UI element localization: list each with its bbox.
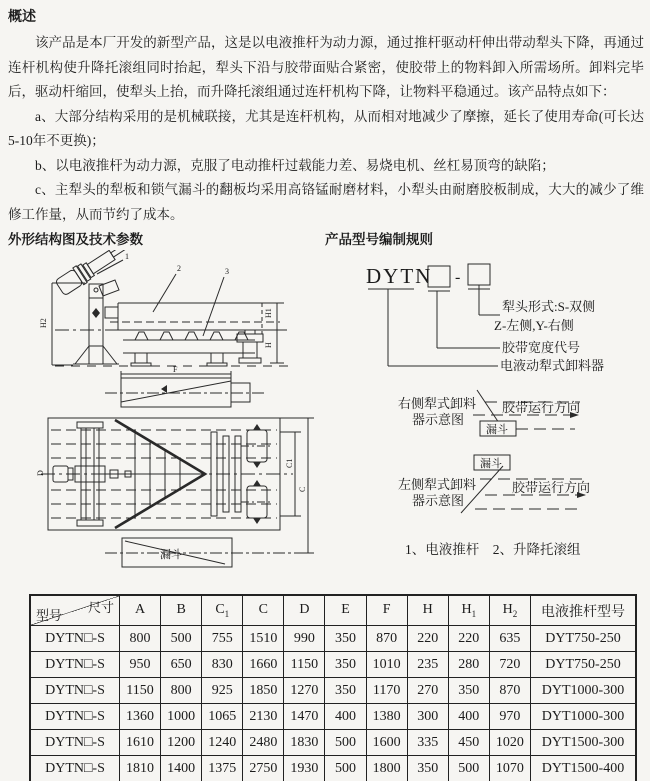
model-cell: DYTN□-S bbox=[30, 704, 120, 730]
col-header-H1: $H_1$ bbox=[448, 595, 489, 626]
dim-cell: 350 bbox=[325, 678, 366, 704]
code-belt-width-label: 胶带宽度代号 bbox=[502, 340, 581, 355]
pusher-model-cell: DYT1500-400 bbox=[531, 756, 637, 781]
corner-size-label: 尺寸 bbox=[87, 600, 114, 615]
dim-cell: 870 bbox=[366, 626, 407, 652]
pusher-model-cell: DYT750-250 bbox=[531, 652, 637, 678]
dim-cell: 1380 bbox=[366, 704, 407, 730]
dim-cell: 1800 bbox=[366, 756, 407, 781]
table-row bbox=[30, 678, 636, 704]
dim-cell: 950 bbox=[120, 652, 161, 678]
model-cell: DYTN□-S bbox=[30, 730, 120, 756]
right-belt-direction-label: 胶带运行方向 bbox=[502, 400, 581, 415]
dim-cell: 235 bbox=[407, 652, 448, 678]
dim-cell: 1070 bbox=[489, 756, 530, 781]
dim-cell: 755 bbox=[202, 626, 243, 652]
col-header-D: D bbox=[284, 595, 325, 626]
dim-cell: 1200 bbox=[161, 730, 202, 756]
dim-cell: 350 bbox=[325, 652, 366, 678]
dim-cell: 870 bbox=[489, 678, 530, 704]
drawing-caption: 1、电液推杆 2、升降托滚组 bbox=[405, 542, 581, 557]
dim-cell: 450 bbox=[448, 730, 489, 756]
dim-cell: 800 bbox=[161, 678, 202, 704]
table-row bbox=[30, 756, 636, 781]
corner-model-label: 型号 bbox=[36, 608, 63, 623]
model-cell: DYTN□-S bbox=[30, 678, 120, 704]
dim-cell: 500 bbox=[325, 730, 366, 756]
dim-cell: 400 bbox=[448, 704, 489, 730]
dim-cell: 280 bbox=[448, 652, 489, 678]
dim-cell: 270 bbox=[407, 678, 448, 704]
drawing-section-title: 外形结构图及技术参数 bbox=[8, 232, 143, 247]
col-header-B: B bbox=[161, 595, 202, 626]
col-header-pusher-model: 电液推杆型号 bbox=[531, 595, 637, 626]
model-cell: DYTN□-S bbox=[30, 756, 120, 781]
model-dash: - bbox=[455, 269, 461, 286]
col-header-C1: $C_1$ bbox=[202, 595, 243, 626]
pusher-model-cell: DYT1000-300 bbox=[531, 678, 637, 704]
dim-cell: 1810 bbox=[120, 756, 161, 781]
dim-cell: 2750 bbox=[243, 756, 284, 781]
model-cell: DYTN□-S bbox=[30, 626, 120, 652]
model-code-diagram bbox=[330, 255, 650, 390]
left-hopper-label: 漏斗 bbox=[480, 458, 502, 470]
left-schematic-title-1: 左侧犁式卸料 bbox=[398, 477, 477, 492]
dim-cell: 1150 bbox=[120, 678, 161, 704]
model-cell: DYTN□-S bbox=[30, 652, 120, 678]
dim-cell: 1240 bbox=[202, 730, 243, 756]
table-row bbox=[30, 730, 636, 756]
dim-cell: 1610 bbox=[120, 730, 161, 756]
dim-cell: 650 bbox=[161, 652, 202, 678]
overview-paragraph-b: b、以电液推杆为动力源，克服了电动推杆过载能力差、易烧电机、丝杠易顶弯的缺陷； bbox=[35, 157, 555, 173]
dim-cell: 1830 bbox=[284, 730, 325, 756]
table-row bbox=[30, 704, 636, 730]
dim-cell: 1850 bbox=[243, 678, 284, 704]
dim-cell: 1375 bbox=[202, 756, 243, 781]
dim-cell: 1400 bbox=[161, 756, 202, 781]
dim-c1-label: C1 bbox=[285, 458, 294, 468]
dim-cell: 1020 bbox=[489, 730, 530, 756]
col-header-E: E bbox=[325, 595, 366, 626]
col-header-A: A bbox=[120, 595, 161, 626]
dim-cell: 1000 bbox=[161, 704, 202, 730]
dim-cell: 500 bbox=[448, 756, 489, 781]
part-2-label: 2 bbox=[177, 264, 181, 273]
left-belt-direction-label: 胶带运行方向 bbox=[512, 480, 591, 495]
overview-section bbox=[8, 6, 644, 227]
dim-cell: 1150 bbox=[284, 652, 325, 678]
dim-cell: 220 bbox=[448, 626, 489, 652]
dim-cell: 720 bbox=[489, 652, 530, 678]
dim-cell: 800 bbox=[120, 626, 161, 652]
dim-cell: 300 bbox=[407, 704, 448, 730]
table-header-row bbox=[30, 595, 636, 626]
model-prefix: DYTN bbox=[366, 264, 433, 288]
pusher-model-cell: DYT1000-300 bbox=[531, 704, 637, 730]
dim-cell: 1170 bbox=[366, 678, 407, 704]
right-schematic-title-1: 右侧犁式卸料 bbox=[398, 396, 477, 411]
dim-cell: 990 bbox=[284, 626, 325, 652]
pusher-model-cell: DYT1500-300 bbox=[531, 730, 637, 756]
dim-f-label: F bbox=[173, 365, 178, 374]
dim-cell: 2480 bbox=[243, 730, 284, 756]
dim-cell: 400 bbox=[325, 704, 366, 730]
dim-h1-label: H1 bbox=[264, 308, 273, 318]
dim-cell: 350 bbox=[407, 756, 448, 781]
dim-cell: 350 bbox=[325, 626, 366, 652]
unloader-schematics bbox=[385, 388, 650, 528]
dim-cell: 500 bbox=[161, 626, 202, 652]
dim-cell: 220 bbox=[407, 626, 448, 652]
dim-cell: 1930 bbox=[284, 756, 325, 781]
right-hopper-label: 漏斗 bbox=[486, 424, 508, 436]
overview-paragraph-a: a、大部分结构采用的是机械联接，尤其是连杆机构，从而相对地减少了摩擦，延长了使用寿命(可长达5-10年不更换)； bbox=[8, 108, 644, 148]
dim-cell: 1270 bbox=[284, 678, 325, 704]
dim-cell: 1660 bbox=[243, 652, 284, 678]
dim-cell: 635 bbox=[489, 626, 530, 652]
dim-cell: 1360 bbox=[120, 704, 161, 730]
overview-paragraph-1: 该产品是本厂开发的新型产品，这是以电液推杆为动力源，通过推杆驱动杆伸出带动犁头下降，再通过连杆机构使升降托滚组同时抬起，犁头下沿与胶带面贴合紧密，使胶带上的物料卸入所需场所。卸料完毕后，驱动杆缩回，使犁头上抬，而升降托滚组通过连杆机构下降，让物料平稳通过。该产品特点如下： bbox=[8, 35, 644, 99]
dim-cell: 1065 bbox=[202, 704, 243, 730]
dim-cell: 830 bbox=[202, 652, 243, 678]
dim-cell: 925 bbox=[202, 678, 243, 704]
technical-drawing bbox=[15, 250, 335, 595]
overview-title: 概述 bbox=[8, 8, 36, 24]
col-header-H: H bbox=[407, 595, 448, 626]
dim-cell: 350 bbox=[448, 678, 489, 704]
dim-d-label: D bbox=[36, 470, 45, 476]
left-schematic-title-2: 器示意图 bbox=[412, 493, 465, 508]
table-row bbox=[30, 626, 636, 652]
code-product-name-label: 电液动犁式卸料器 bbox=[500, 358, 605, 373]
code-plow-form-label: 犁头形式:S-双侧 bbox=[502, 299, 596, 314]
part-3-label: 3 bbox=[225, 267, 229, 276]
dim-cell: 970 bbox=[489, 704, 530, 730]
dim-cell: 335 bbox=[407, 730, 448, 756]
dimensions-table bbox=[29, 594, 637, 781]
dim-cell: 2130 bbox=[243, 704, 284, 730]
dim-cell: 500 bbox=[325, 756, 366, 781]
table-corner-cell bbox=[30, 595, 120, 626]
model-rule-section-title: 产品型号编制规则 bbox=[325, 232, 433, 247]
dim-cell: 1010 bbox=[366, 652, 407, 678]
dim-h2-label: H2 bbox=[39, 318, 48, 328]
dim-cell: 1600 bbox=[366, 730, 407, 756]
code-plow-form-label-2: Z-左侧,Y-右侧 bbox=[494, 318, 574, 333]
dim-cell: 1470 bbox=[284, 704, 325, 730]
table-row bbox=[30, 652, 636, 678]
col-header-C: C bbox=[243, 595, 284, 626]
dim-h-label: H bbox=[264, 342, 273, 348]
hopper-plan-label: 漏斗 bbox=[160, 549, 182, 561]
col-header-H2: $H_2$ bbox=[489, 595, 530, 626]
right-schematic-title-2: 器示意图 bbox=[412, 412, 465, 427]
overview-paragraph-c: c、主犁头的犁板和锁气漏斗的翻板均采用高铬锰耐磨材料，小犁头由耐磨胶板制成，大大的减少了维修工作量，从而节约了成本。 bbox=[8, 182, 644, 222]
dim-c-label: C bbox=[298, 486, 307, 492]
pusher-model-cell: DYT750-250 bbox=[531, 626, 637, 652]
part-1-label: 1 bbox=[125, 252, 129, 261]
dim-cell: 1510 bbox=[243, 626, 284, 652]
col-header-F: F bbox=[366, 595, 407, 626]
